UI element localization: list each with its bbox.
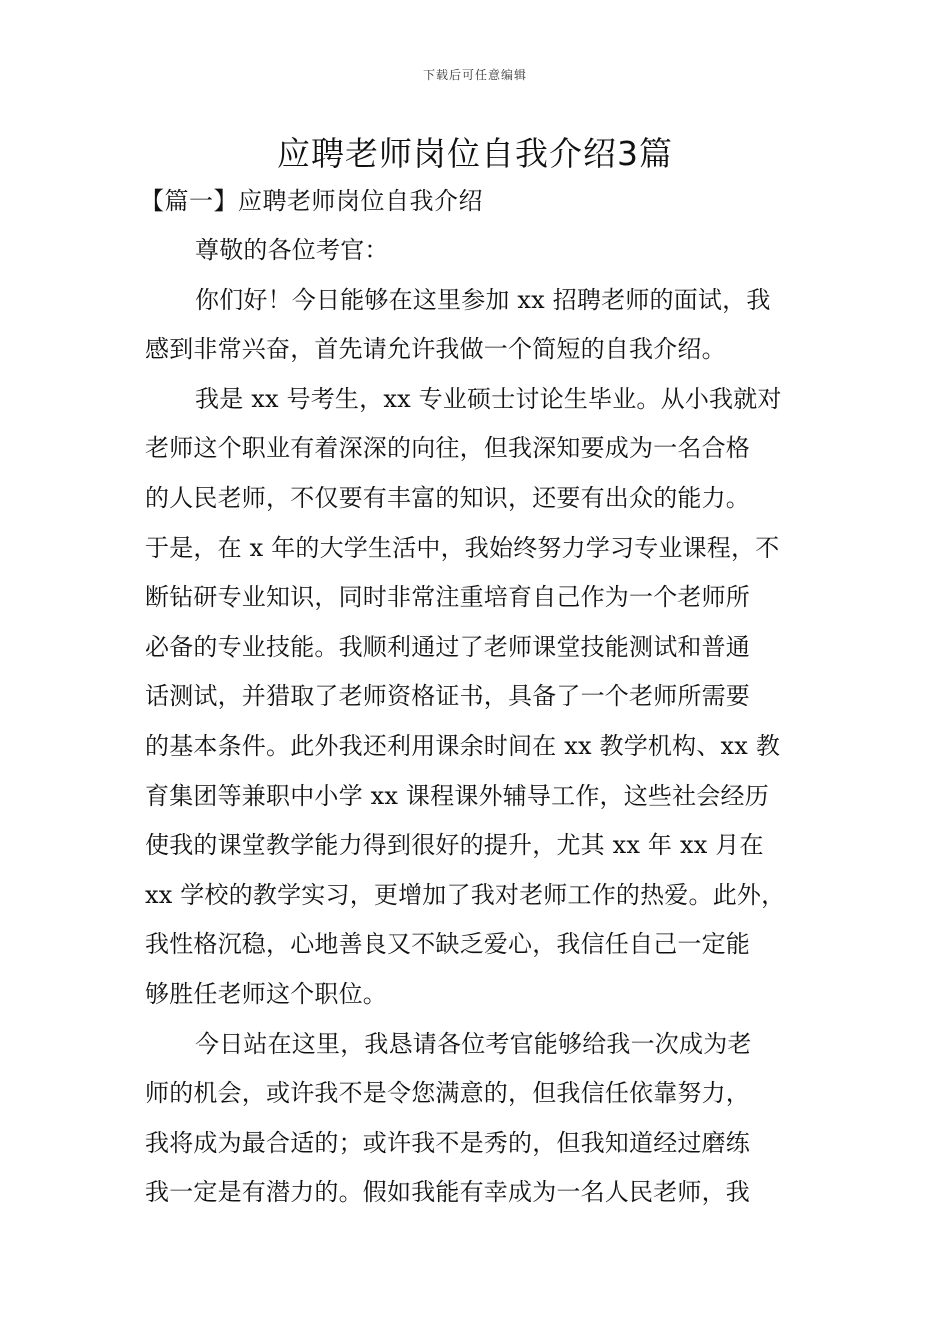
- paragraph-line: 我性格沉稳，心地善良又不缺乏爱心，我信任自己一定能: [145, 930, 750, 959]
- paragraph: [145, 1020, 817, 1218]
- paragraph: [145, 226, 817, 276]
- paragraph-line: 你们好！今日能够在这里参加 xx 招聘老师的面试，我: [195, 285, 771, 314]
- paragraph-line: 我将成为最合适的；或许我不是秀的，但我知道经过磨练: [145, 1128, 750, 1157]
- paragraph-line: 于是，在 x 年的大学生活中，我始终努力学习专业课程，不: [145, 533, 780, 562]
- paragraph-line: 育集团等兼职中小学 xx 课程课外辅导工作，这些社会经历: [145, 781, 769, 810]
- paragraph-line: 必备的专业技能。我顺利通过了老师课堂技能测试和普通: [145, 632, 750, 661]
- paragraph-line: 我一定是有潜力的。假如我能有幸成为一名人民老师，我: [145, 1178, 750, 1207]
- paragraph: [145, 375, 817, 1020]
- paragraph-line: 的基本条件。此外我还利用课余时间在 xx 教学机构、xx 教: [145, 731, 781, 760]
- paragraph-line: xx 学校的教学实习，更增加了我对老师工作的热爱。此外，: [145, 880, 786, 909]
- paragraph-line: 今日站在这里，我恳请各位考官能够给我一次成为老: [195, 1029, 752, 1058]
- paragraph-line: 话测试，并猎取了老师资格证书，具备了一个老师所需要: [145, 682, 750, 711]
- paragraph-line: 师的机会，或许我不是令您满意的，但我信任依靠努力，: [145, 1079, 750, 1108]
- body-text: [145, 226, 817, 1218]
- paragraph-line: 我是 xx 号考生，xx 专业硕士讨论生毕业。从小我就对: [195, 384, 782, 413]
- paragraph-line: 感到非常兴奋，首先请允许我做一个简短的自我介绍。: [145, 335, 726, 364]
- paragraph-line: 尊敬的各位考官：: [195, 236, 389, 264]
- paragraph-line: 断钻研专业知识，同时非常注重培育自己作为一个老师所: [145, 583, 750, 612]
- document-title: 应聘老师岗位自我介绍3篇: [277, 134, 673, 173]
- section-heading: 【篇一】应聘老师岗位自我介绍: [140, 187, 483, 215]
- paragraph-line: 使我的课堂教学能力得到很好的提升，尤其 xx 年 xx 月在: [145, 831, 764, 860]
- paragraph: [145, 276, 817, 375]
- paragraph-line: 的人民老师，不仅要有丰富的知识，还要有出众的能力。: [145, 483, 750, 512]
- header-note: 下载后可任意编辑: [422, 68, 527, 82]
- paragraph-line: 够胜任老师这个职位。: [145, 979, 387, 1008]
- paragraph-line: 老师这个职业有着深深的向往，但我深知要成为一名合格: [145, 434, 750, 463]
